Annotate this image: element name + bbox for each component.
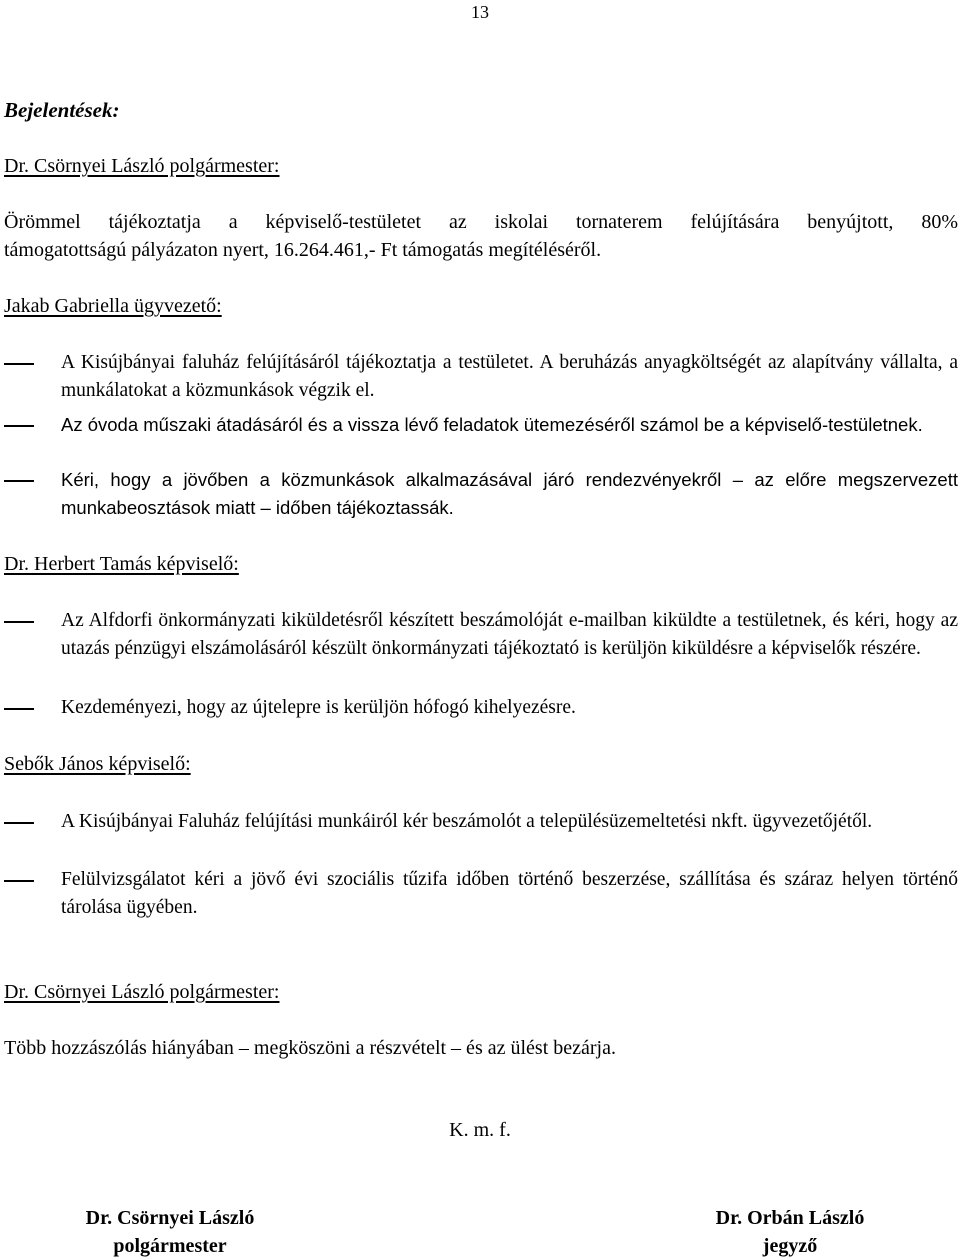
dash-bullet — [4, 349, 61, 404]
signature-left-title: polgármester — [113, 1235, 227, 1257]
signature-right — [640, 1204, 940, 1260]
speaker-herbert: Dr. Herbert Tamás képviselő: — [4, 553, 239, 575]
list-item — [4, 349, 958, 404]
dash-bullet — [4, 466, 61, 521]
dash-bullet — [4, 411, 61, 439]
list-item-text: Az óvoda műszaki átadásáról és a vissza lévő feladatok ütemezéséről számol be a képviselő-testületnek. — [61, 414, 923, 435]
list-item-text: A Kisújbányai faluház felújításáról tájékoztatja a testületet. A beruházás anyagköltségét az alapítvány vállalta, a munkálatokat a közmunkások végzik el. — [61, 352, 958, 401]
speaker-mayor-closing: Dr. Csörnyei László polgármester: — [4, 981, 280, 1003]
page-number: 13 — [471, 2, 489, 22]
list-item — [4, 866, 958, 921]
list-item-text: A Kisújbányai Faluház felújítási munkáiról kér beszámolót a településüzemeltetési nkft. ügyvezetőjétől. — [61, 811, 873, 832]
list-item-text: Felülvizsgálatot kéri a jövő évi szociális tűzifa időben történő beszerzése, szállítása és száraz helyen történő tárolása ügyében. — [61, 869, 958, 918]
list-item-text: Kezdeményezi, hogy az újtelepre is kerüljön hófogó kihelyezésre. — [61, 697, 576, 718]
dash-bullet — [4, 694, 61, 722]
dash-bullet — [4, 808, 61, 836]
signature-right-name: Dr. Orbán László — [715, 1207, 865, 1229]
dash-bullet — [4, 866, 61, 921]
mayor-paragraph-line-1: Örömmel tájékoztatja a képviselő-testületet az iskolai tornaterem felújítására benyújtott, 80% — [4, 211, 958, 233]
kmf-label: K. m. f. — [449, 1119, 511, 1141]
list-item — [4, 694, 958, 722]
list-item — [4, 607, 958, 662]
list-item-text: Kéri, hogy a jövőben a közmunkások alkalmazásával járó rendezvényekről – az előre megszervezett munkabeosztások miatt – időben tájékoztassák. — [61, 469, 958, 518]
mayor-paragraph-line-2: támogatottságú pályázaton nyert, 16.264.461,- Ft támogatás megítéléséről. — [4, 239, 602, 261]
speaker-jakab: Jakab Gabriella ügyvezető: — [4, 295, 222, 317]
signature-left — [20, 1204, 320, 1260]
list-item-text: Az Alfdorfi önkormányzati kiküldetésről készített beszámolóját e-mailban kiküldte a testületnek, és kéri, hogy az utazás pénzügyi elszámolásáról készült önkormányzati tájékoztató is kerüljön kiküldésre a képviselők részére. — [61, 610, 958, 659]
list-item — [4, 808, 958, 836]
speaker-sebok: Sebők János képviselő: — [4, 753, 191, 775]
section-heading: Bejelentések: — [4, 98, 120, 122]
closing-text: Több hozzászólás hiányában – megköszöni a részvételt – és az ülést bezárja. — [4, 1037, 616, 1059]
dash-bullet — [4, 607, 61, 662]
signature-left-name: Dr. Csörnyei László — [85, 1207, 255, 1229]
list-item — [4, 411, 958, 439]
speaker-mayor: Dr. Csörnyei László polgármester: — [4, 155, 280, 177]
list-item — [4, 466, 958, 521]
signature-right-title: jegyző — [762, 1235, 818, 1257]
